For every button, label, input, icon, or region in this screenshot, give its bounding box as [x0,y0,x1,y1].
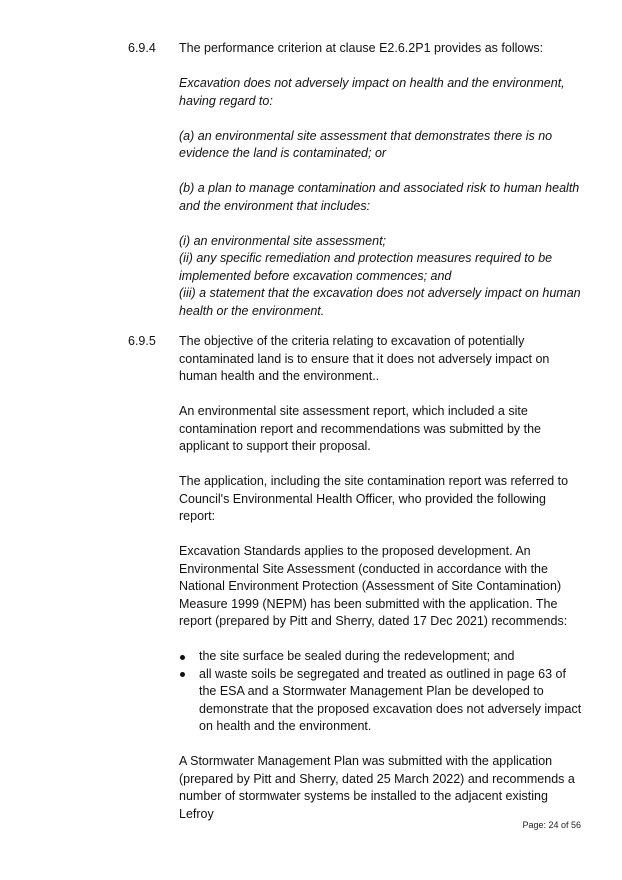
assessment-paragraph: An environmental site assessment report, which included a site contamination report and recommendations was submitted by the applicant to support their proposal. [179,404,541,453]
recommendations-list [179,648,584,736]
referral-paragraph: The application, including the site contamination report was referred to Council's Environmental Health Officer, who provided the following report: [179,474,569,523]
eho-report-paragraph: Excavation Standards applies to the proposed development. An Environmental Site Assessment (conducted in accordance with the National Environment Protection (Assessment of Site Contamination) Measure 1999 (NEPM) has been submitted with the application. The report (prepared by Pitt and Sherry, dated 17 Dec 2021) recommends: [179,544,568,628]
quoted-item-a: (a) an environmental site assessment that demonstrates there is no evidence the land is contaminated; or [179,128,553,160]
clause-number: 6.9.4 [128,41,156,55]
quoted-subitem-ii: (ii) any specific remediation and protection measures required to be implemented before excavation commences; and [179,251,553,283]
stormwater-paragraph: A Stormwater Management Plan was submitted with the application (prepared by Pitt and Sherry, dated 25 March 2022) and recommends a number of stormwater systems be installed to the adjacent existing Lefroy [179,754,575,821]
list-item: all waste soils be segregated and treated as outlined in page 63 of the ESA and a Stormwater Management Plan be developed to demonstrate that the proposed excavation does not adversely impact on health and the environment. [179,666,584,736]
quoted-item-b: (b) a plan to manage contamination and associated risk to human health and the environment that includes: [179,181,580,213]
quoted-subitem-i: (i) an environmental site assessment; [179,233,387,248]
quoted-subitem-iii: (iii) a statement that the excavation does not adversely impact on human health or the environment. [179,286,581,318]
clause-intro: The performance criterion at clause E2.6.2P1 provides as follows: [179,41,544,55]
clause-body [179,333,584,841]
page-number: Page: 24 of 56 [522,820,581,830]
objective-paragraph: The objective of the criteria relating to excavation of potentially contaminated land is to ensure that it does not adversely impact on human health and the environment.. [179,334,550,383]
clause-number: 6.9.5 [128,334,156,348]
list-item: the site surface be sealed during the redevelopment; and [179,648,584,666]
quoted-criterion: Excavation does not adversely impact on health and the environment, having regard to: [179,76,565,108]
clause-body [179,40,584,338]
